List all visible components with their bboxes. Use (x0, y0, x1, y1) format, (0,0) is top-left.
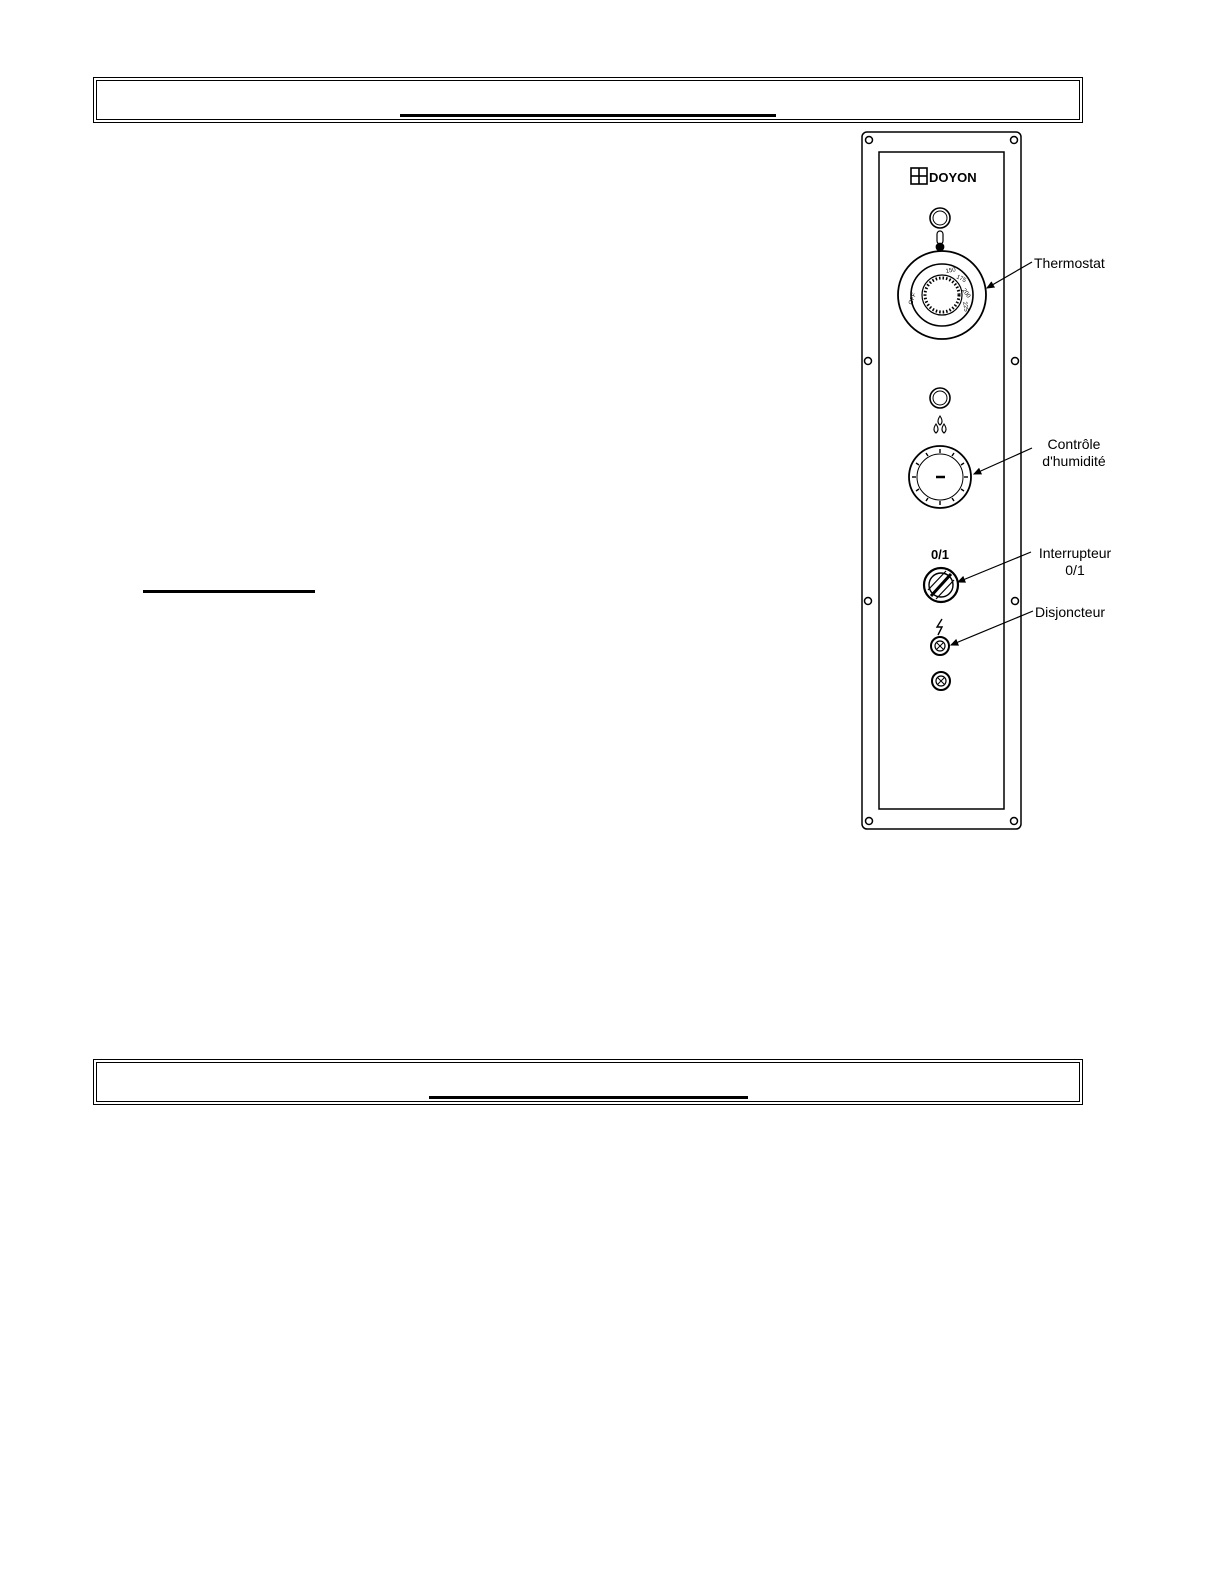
switch-symbol-label: 0/1 (930, 547, 950, 562)
humidity-control-dial (909, 446, 971, 508)
breaker-label: Disjoncteur (1035, 604, 1106, 620)
svg-text:150: 150 (945, 267, 957, 275)
svg-text:200: 200 (960, 287, 972, 300)
control-panel-diagram (840, 125, 1140, 835)
thermostat-leader-line (987, 262, 1032, 288)
power-switch (924, 568, 958, 602)
humidity-leader-line (974, 448, 1032, 474)
thermostat-dial (898, 251, 986, 339)
water-drops-icon (934, 416, 946, 433)
svg-text:175: 175 (955, 274, 967, 285)
mounting-holes (865, 137, 1019, 825)
switch-label-line2: 0/1 (1065, 562, 1085, 578)
switch-leader-line (958, 552, 1031, 582)
subheading-underline (143, 590, 315, 593)
thermostat-label: Thermostat (1034, 255, 1105, 271)
humidity-pilot-light (930, 388, 950, 408)
logo-text: DOYON (929, 170, 977, 185)
humidity-label-line2: d'humidité (1042, 453, 1106, 469)
top-header-underline (400, 114, 776, 117)
svg-text:225: 225 (961, 301, 969, 313)
humidity-control-label (1036, 436, 1112, 470)
reset-button (932, 672, 950, 690)
lightning-icon (937, 619, 942, 635)
svg-text:OFF: OFF (908, 292, 918, 306)
thermometer-icon (936, 231, 944, 251)
switch-label (1033, 545, 1117, 579)
bottom-header-underline (429, 1096, 748, 1099)
panel-outer-frame (862, 132, 1021, 829)
thermostat-pilot-light (930, 208, 950, 228)
doyon-logo-icon (911, 168, 977, 185)
humidity-label-line1: Contrôle (1047, 436, 1101, 452)
switch-label-line1: Interrupteur (1038, 545, 1112, 561)
circuit-breaker (931, 637, 949, 655)
